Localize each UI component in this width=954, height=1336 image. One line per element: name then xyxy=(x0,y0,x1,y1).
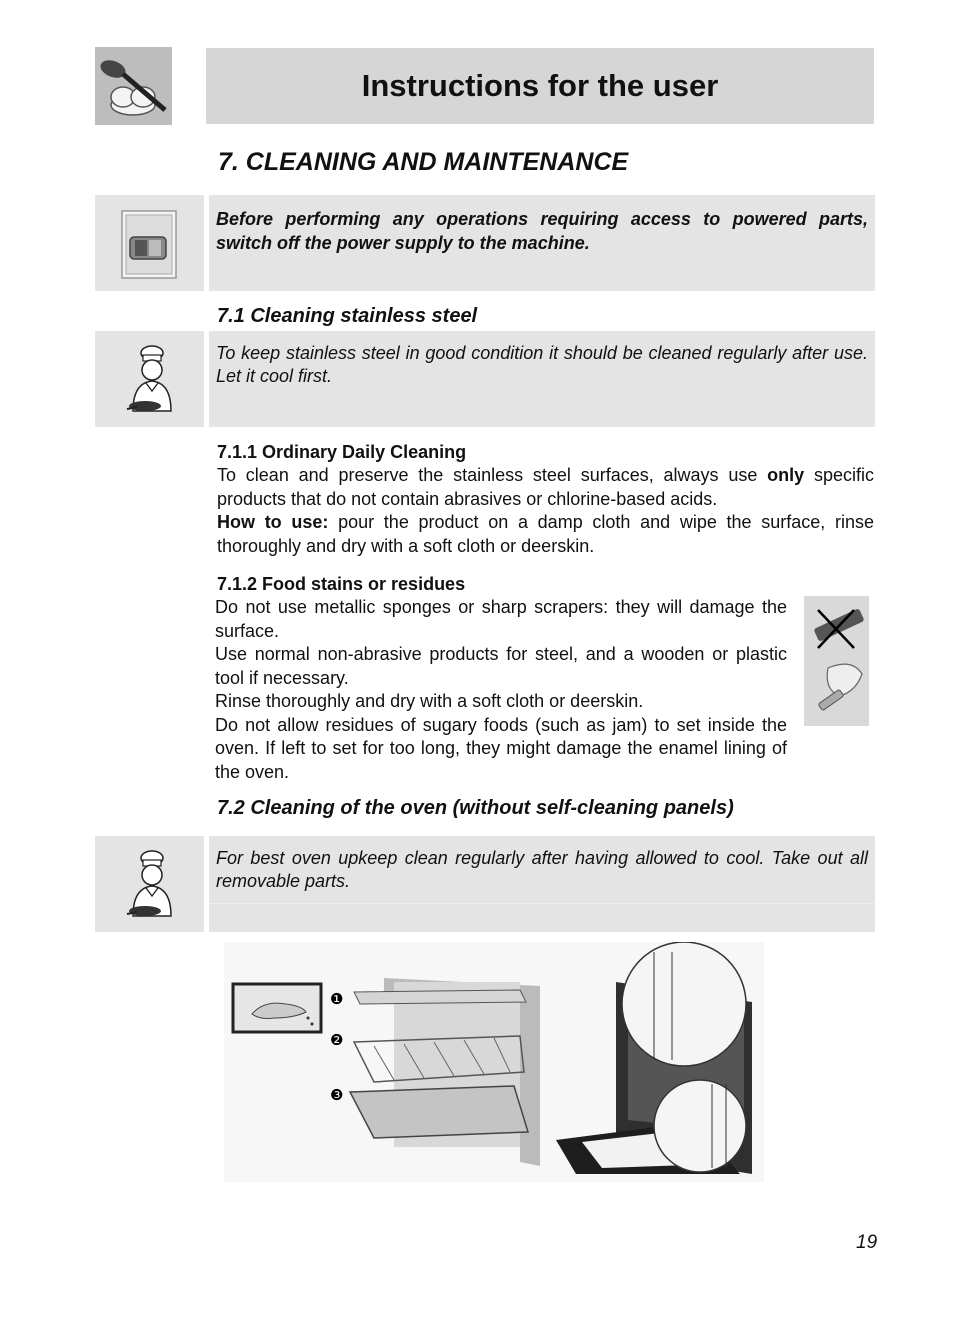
section-title: 7. CLEANING AND MAINTENANCE xyxy=(218,148,629,176)
subsection-7-1-2-body xyxy=(215,596,787,784)
paragraph: Use normal non-abrasive products for steel, and a wooden or plastic tool if necessary. xyxy=(215,644,787,688)
text-span: To clean and preserve the stainless steel surfaces, always use xyxy=(217,465,768,485)
warning-text: Before performing any operations requiring access to powered parts, switch off the power supply to the machine. xyxy=(216,209,868,253)
subsection-7-2-title: 7.2 Cleaning of the oven (without self-cleaning panels) xyxy=(217,797,734,819)
text-span: specific products that do not contain abrasives or chlorine-based acids. xyxy=(217,465,874,509)
subsection-7-1-2-title: 7.1.2 Food stains or residues xyxy=(217,574,466,594)
header-title: Instructions for the user xyxy=(206,48,874,124)
bold-text: only xyxy=(767,465,805,485)
text-span: pour the product on a damp cloth and wipe the surface, rinse thoroughly and dry with a soft cloth or deerskin. xyxy=(217,512,875,556)
warning-icon-cell xyxy=(95,195,204,291)
subsection-7-1-1-body xyxy=(217,464,874,558)
subsection-7-2-note-box xyxy=(209,836,875,932)
chef-icon-cell xyxy=(95,836,204,932)
subsection-7-2-note: For best oven upkeep clean regularly after having allowed to cool. Take out all removable parts. xyxy=(216,848,868,891)
oven-figure xyxy=(224,942,764,1182)
power-switch-icon xyxy=(95,195,204,291)
oven-removable-parts-illustration xyxy=(224,942,764,1182)
header-logo xyxy=(95,47,172,125)
divider xyxy=(209,903,875,904)
paragraph xyxy=(217,464,874,511)
warning-box xyxy=(209,195,875,291)
figure-label-1: ❶ xyxy=(330,990,344,1008)
no-scraper-icon-cell xyxy=(804,596,869,726)
subsection-7-1-note: To keep stainless steel in good condition it should be cleaned regularly after use. Let it cool first. xyxy=(216,343,868,386)
figure-label-2: ❷ xyxy=(330,1031,344,1049)
chef-icon xyxy=(95,331,204,427)
subsection-7-1-1-title: 7.1.1 Ordinary Daily Cleaning xyxy=(217,442,467,462)
oven-door-hinge-illustration xyxy=(556,942,752,1174)
paragraph: Rinse thoroughly and dry with a soft cloth or deerskin. xyxy=(215,691,644,711)
page-number: 19 xyxy=(856,1232,878,1253)
no-scraper-icon xyxy=(804,596,869,726)
chef-icon xyxy=(95,836,204,932)
subsection-7-1-title: 7.1 Cleaning stainless steel xyxy=(217,305,478,327)
spoon-chef-hat-icon xyxy=(95,47,172,125)
paragraph xyxy=(217,511,874,558)
figure-label-3: ❸ xyxy=(330,1086,344,1104)
bold-text: How to use: xyxy=(217,512,329,532)
chef-icon-cell xyxy=(95,331,204,427)
paragraph: Do not allow residues of sugary foods (such as jam) to set inside the oven. If left to set for too long, they might damage the enamel lining of the oven. xyxy=(215,714,787,782)
subsection-7-1-note-box xyxy=(209,331,875,427)
paragraph: Do not use metallic sponges or sharp scrapers: they will damage the surface. xyxy=(215,597,787,641)
